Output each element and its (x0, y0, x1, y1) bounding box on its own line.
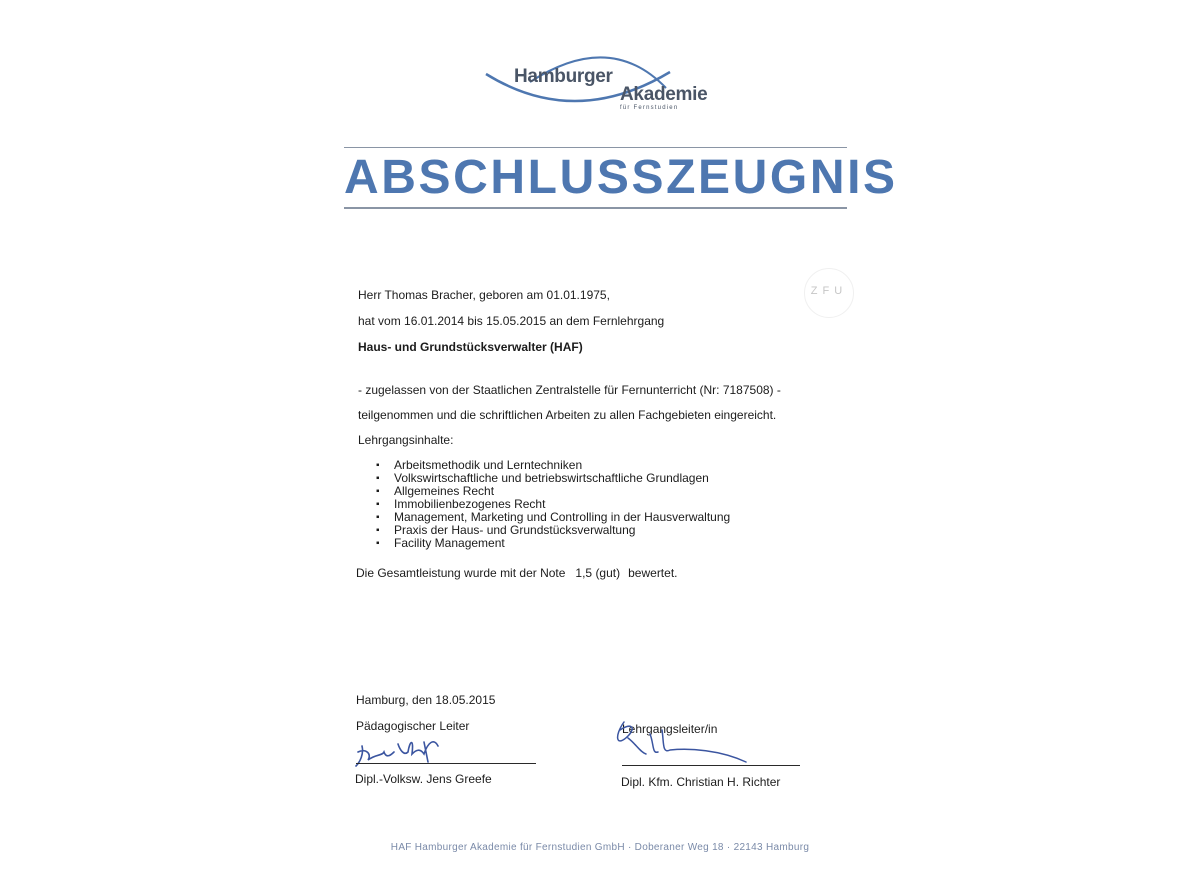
contents-heading: Lehrgangsinhalte: (358, 433, 454, 447)
completion-line: teilgenommen und die schriftlichen Arbeiten zu allen Fachgebieten eingereicht. (358, 408, 777, 422)
list-item: ▪ Allgemeines Recht (376, 485, 730, 498)
logo-subline: für Fernstudien (620, 105, 679, 111)
document-title: ABSCHLUSSZEUGNIS (344, 151, 898, 204)
list-item: ▪ Facility Management (376, 537, 730, 550)
place-date: Hamburg, den 18.05.2015 (356, 693, 496, 707)
grade-value: 1,5 (gut) (575, 566, 621, 580)
left-signature-handwriting (354, 732, 454, 772)
approval-line: - zugelassen von der Staatlichen Zentralstelle für Fernunterricht (Nr: 7187508) - (358, 383, 781, 397)
logo-text-akademie: Akademie (620, 84, 708, 105)
right-signer-name: Dipl. Kfm. Christian H. Richter (621, 775, 781, 789)
list-item: ▪ Immobilienbezogenes Recht (376, 498, 730, 511)
right-signer-role: Lehrgangsleiter/in (622, 722, 718, 736)
left-signature-line (356, 763, 536, 764)
left-signer-role: Pädagogischer Leiter (356, 719, 470, 733)
course-contents-list (376, 459, 730, 550)
list-item: ▪ Praxis der Haus- und Grundstücksverwaltung (376, 524, 730, 537)
course-name: Haus- und Grundstücksverwalter (HAF) (358, 340, 583, 354)
left-signer-name: Dipl.-Volksw. Jens Greefe (355, 772, 492, 786)
zfu-stamp-text: ZFU (810, 285, 848, 297)
title-rule-top (344, 147, 847, 148)
footer-address: HAF Hamburger Akademie für Fernstudien GmbH · Doberaner Weg 18 · 22143 Hamburg (390, 842, 810, 853)
right-signature-handwriting (610, 714, 770, 770)
grade-suffix: bewertet. (628, 566, 678, 580)
right-signature-line (622, 765, 800, 766)
list-item: ▪ Arbeitsmethodik und Lerntechniken (376, 459, 730, 472)
academy-logo (470, 44, 710, 116)
zfu-stamp (804, 268, 854, 318)
list-item: ▪ Volkswirtschaftliche und betriebswirtschaftliche Grundlagen (376, 472, 730, 485)
grade-line (356, 566, 677, 580)
course-period-line: hat vom 16.01.2014 bis 15.05.2015 an dem Fernlehrgang (358, 314, 665, 328)
recipient-line: Herr Thomas Bracher, geboren am 01.01.1975, (358, 288, 610, 302)
title-rule-bottom (344, 207, 847, 209)
logo-text-hamburger: Hamburger (514, 66, 613, 87)
list-item: ▪ Management, Marketing und Controlling in der Hausverwaltung (376, 511, 730, 524)
grade-prefix: Die Gesamtleistung wurde mit der Note (356, 566, 566, 580)
